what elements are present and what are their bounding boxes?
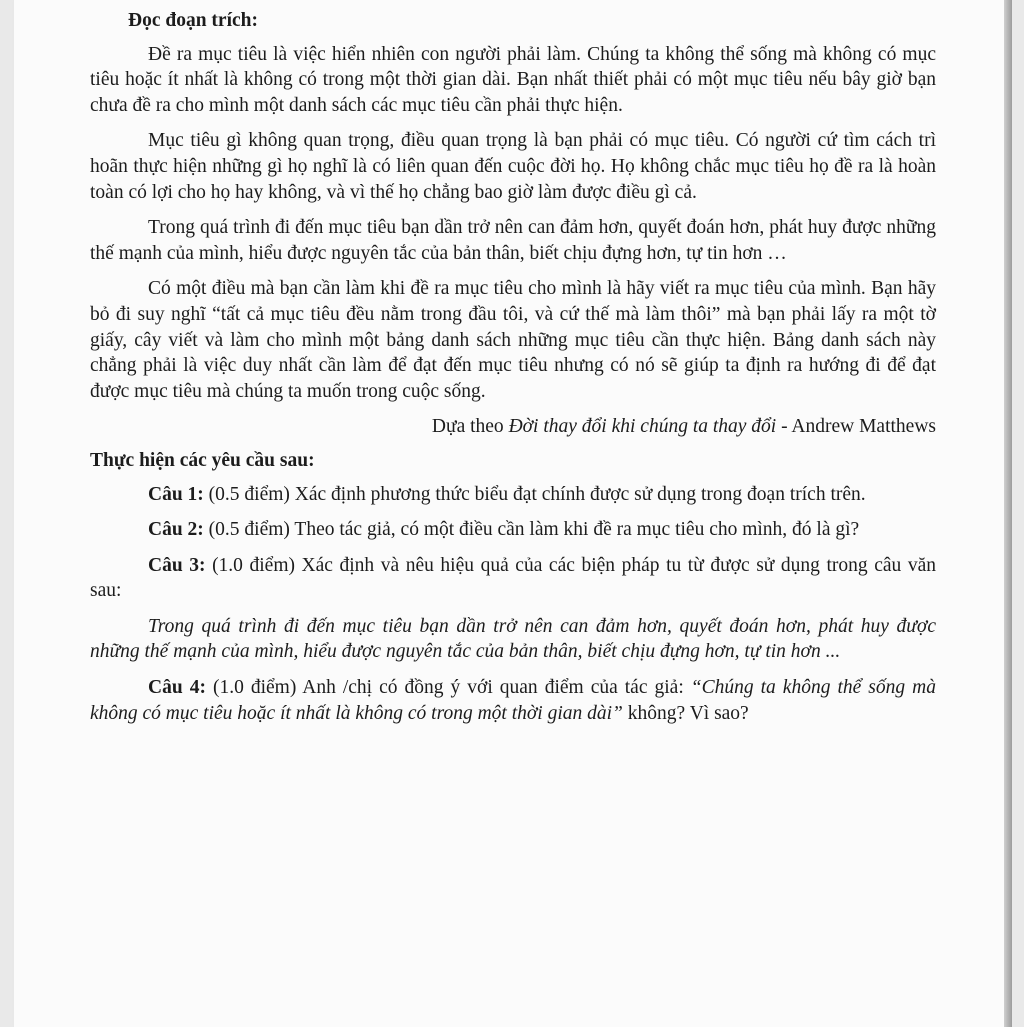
reading-paragraph-2: Mục tiêu gì không quan trọng, điều quan trọng là bạn phải có mục tiêu. Có người cứ tìm cách trì hoãn thực hiện những gì họ nghĩ là có liên quan đến cuộc đời họ. Họ không chắc mục tiêu họ đề ra là hoàn toàn có lợi cho họ hay không, và vì thế họ chẳng bao giờ làm được điều gì cả.: [90, 130, 936, 203]
question-4-text-before: (1.0 điểm) Anh /chị có đồng ý với quan điểm của tác giả:: [205, 677, 691, 699]
question-4-text-after: không? Vì sao?: [622, 702, 749, 724]
reading-paragraph-1: Đề ra mục tiêu là việc hiển nhiên con người phải làm. Chúng ta không thể sống mà không có mục tiêu hoặc ít nhất là không có trong một thời gian dài. Bạn nhất thiết phải có một mục tiêu nếu bây giờ bạn chưa đề ra cho mình một danh sách các mục tiêu cần phải thực hiện.: [90, 43, 936, 116]
question-3-label: Câu 3:: [148, 554, 206, 576]
question-2: [90, 517, 936, 543]
tasks-heading: Thực hiện các yêu cầu sau:: [90, 449, 315, 471]
question-1: [90, 482, 936, 508]
question-3-text: (1.0 điểm) Xác định và nêu hiệu quả của các biện pháp tu từ được sử dụng trong câu văn sau:: [90, 554, 937, 602]
source-title: Đời thay đổi khi chúng ta thay đổi: [508, 416, 777, 438]
reading-heading: Đọc đoạn trích:: [128, 10, 258, 31]
question-2-label: Câu 2:: [148, 519, 204, 541]
question-3: [90, 553, 936, 604]
reading-paragraph-4: Có một điều mà bạn cần làm khi đề ra mục tiêu cho mình là hãy viết ra mục tiêu của mình. Bạn hãy bỏ đi suy nghĩ “tất cả mục tiêu đều nằm trong đầu tôi, và cứ thế mà làm thôi” mà bạn phải lấy ra một tờ giấy, cây viết và làm cho mình một bảng danh sách những mục tiêu cần thực hiện. Bảng danh sách này chẳng phải là việc duy nhất cần làm để đạt đến mục tiêu nhưng có nó sẽ giúp ta định ra hướng đi để đạt được mục tiêu mà chúng ta muốn trong cuộc sống.: [90, 278, 936, 402]
reading-paragraph-3: Trong quá trình đi đến mục tiêu bạn dần trở nên can đảm hơn, quyết đoán hơn, phát huy được những thế mạnh của mình, hiểu được nguyên tắc của bản thân, biết chịu đựng hơn, tự tin hơn …: [90, 217, 936, 264]
page-edge-shadow: [1004, 0, 1012, 1027]
question-4: [90, 675, 936, 726]
source-citation: [90, 414, 936, 440]
question-4-label: Câu 4:: [148, 677, 206, 699]
source-author: - Andrew Matthews: [776, 416, 936, 438]
question-4-quote: “Chúng ta không thể sống mà không có mục tiêu hoặc ít nhất là không có trong một thời gian dài”: [90, 677, 936, 724]
question-3-quote: Trong quá trình đi đến mục tiêu bạn dần trở nên can đảm hơn, quyết đoán hơn, phát huy được những thế mạnh của mình, hiểu được nguyên tắc của bản thân, biết chịu đựng hơn, tự tin hơn ...: [90, 615, 936, 663]
question-2-text: (0.5 điểm) Theo tác giả, có một điều cần làm khi đề ra mục tiêu cho mình, đó là gì?: [203, 519, 860, 541]
question-1-text: (0.5 điểm) Xác định phương thức biểu đạt chính được sử dụng trong đoạn trích trên.: [203, 483, 866, 505]
question-1-label: Câu 1:: [148, 483, 204, 505]
source-prefix: Dựa theo: [431, 416, 509, 438]
exam-content: [90, 8, 936, 736]
